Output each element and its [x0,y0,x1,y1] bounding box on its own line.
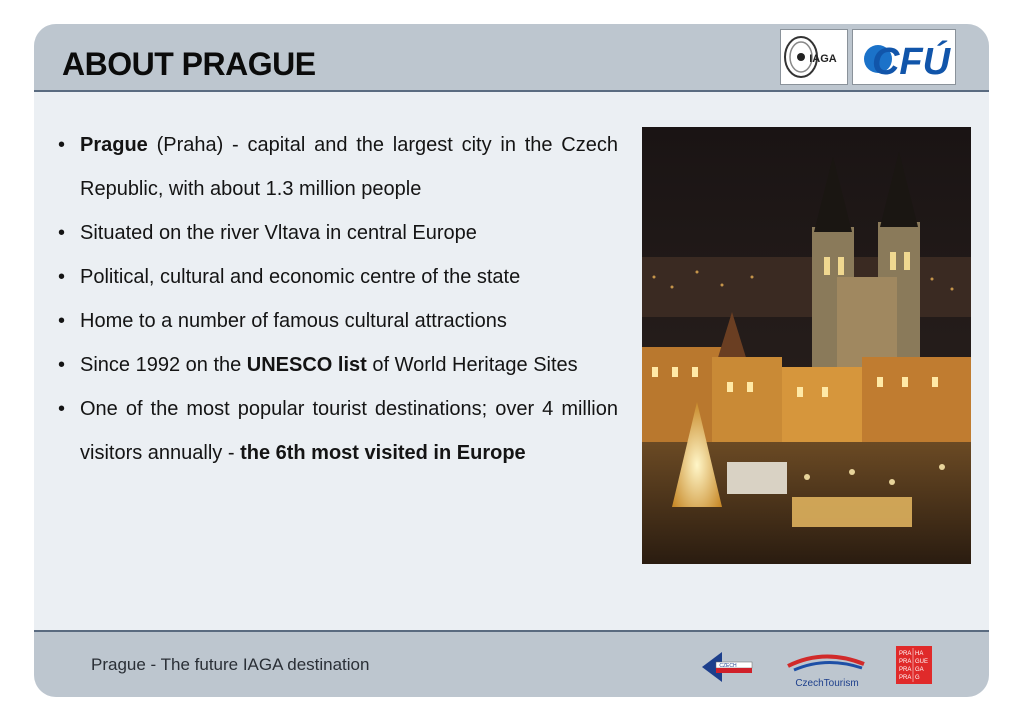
bullet-bold-text: UNESCO list [246,354,367,376]
czech-logo-text: CZECH [719,663,737,669]
bullet-text: Home to a number of famous cultural attractions [80,310,507,332]
slide-footer [34,630,989,697]
bullet-item [56,343,618,387]
bullet-item [56,123,618,211]
bullet-item [56,255,618,299]
czech-logo [702,646,754,688]
iaga-logo [780,29,848,85]
praha-logo-text: PRA [899,675,912,681]
bullet-text: Since 1992 on the [80,354,247,376]
praha-logo-text: G [915,675,920,681]
praha-logo-text: HA [915,651,924,657]
bullet-item [56,211,618,255]
bullet-text: Political, cultural and economic centre of the state [80,266,521,288]
bullet-item [56,387,618,475]
praha-logo-text: PRA [899,659,912,665]
praha-logo-text: GA [915,667,924,673]
praha-logo [896,646,932,684]
bullet-text: of World Heritage Sites [366,354,578,376]
slide-header [34,24,989,92]
bullet-text: One of the most popular tourist destinations; over 4 million visitors annually - [80,398,618,464]
prague-night-photo [642,127,971,564]
czechtourism-logo [784,644,870,690]
praha-logo-text: PRA [899,667,912,673]
praha-logo-text: PRA [899,651,912,657]
iaga-logo-text: IAGA [809,53,837,65]
bullet-bold-text: Prague [80,134,148,156]
cfu-logo-text: CFÚ [871,41,951,83]
czechtourism-logo-text: CzechTourism [795,678,859,689]
praha-logo-text: GUE [915,659,929,665]
cfu-logo [852,29,956,85]
bullet-item [56,299,618,343]
footer-text: Prague - The future IAGA destination [91,655,370,674]
bullet-text: (Praha) - capital and the largest city in the Czech Republic, with about 1.3 million people [80,134,618,200]
bullet-bold-text: the 6th most visited in Europe [240,442,526,464]
slide-title: ABOUT PRAGUE [62,46,316,82]
slide [34,24,989,697]
bullet-list [56,123,618,475]
bullet-text: Situated on the river Vltava in central Europe [80,222,477,244]
